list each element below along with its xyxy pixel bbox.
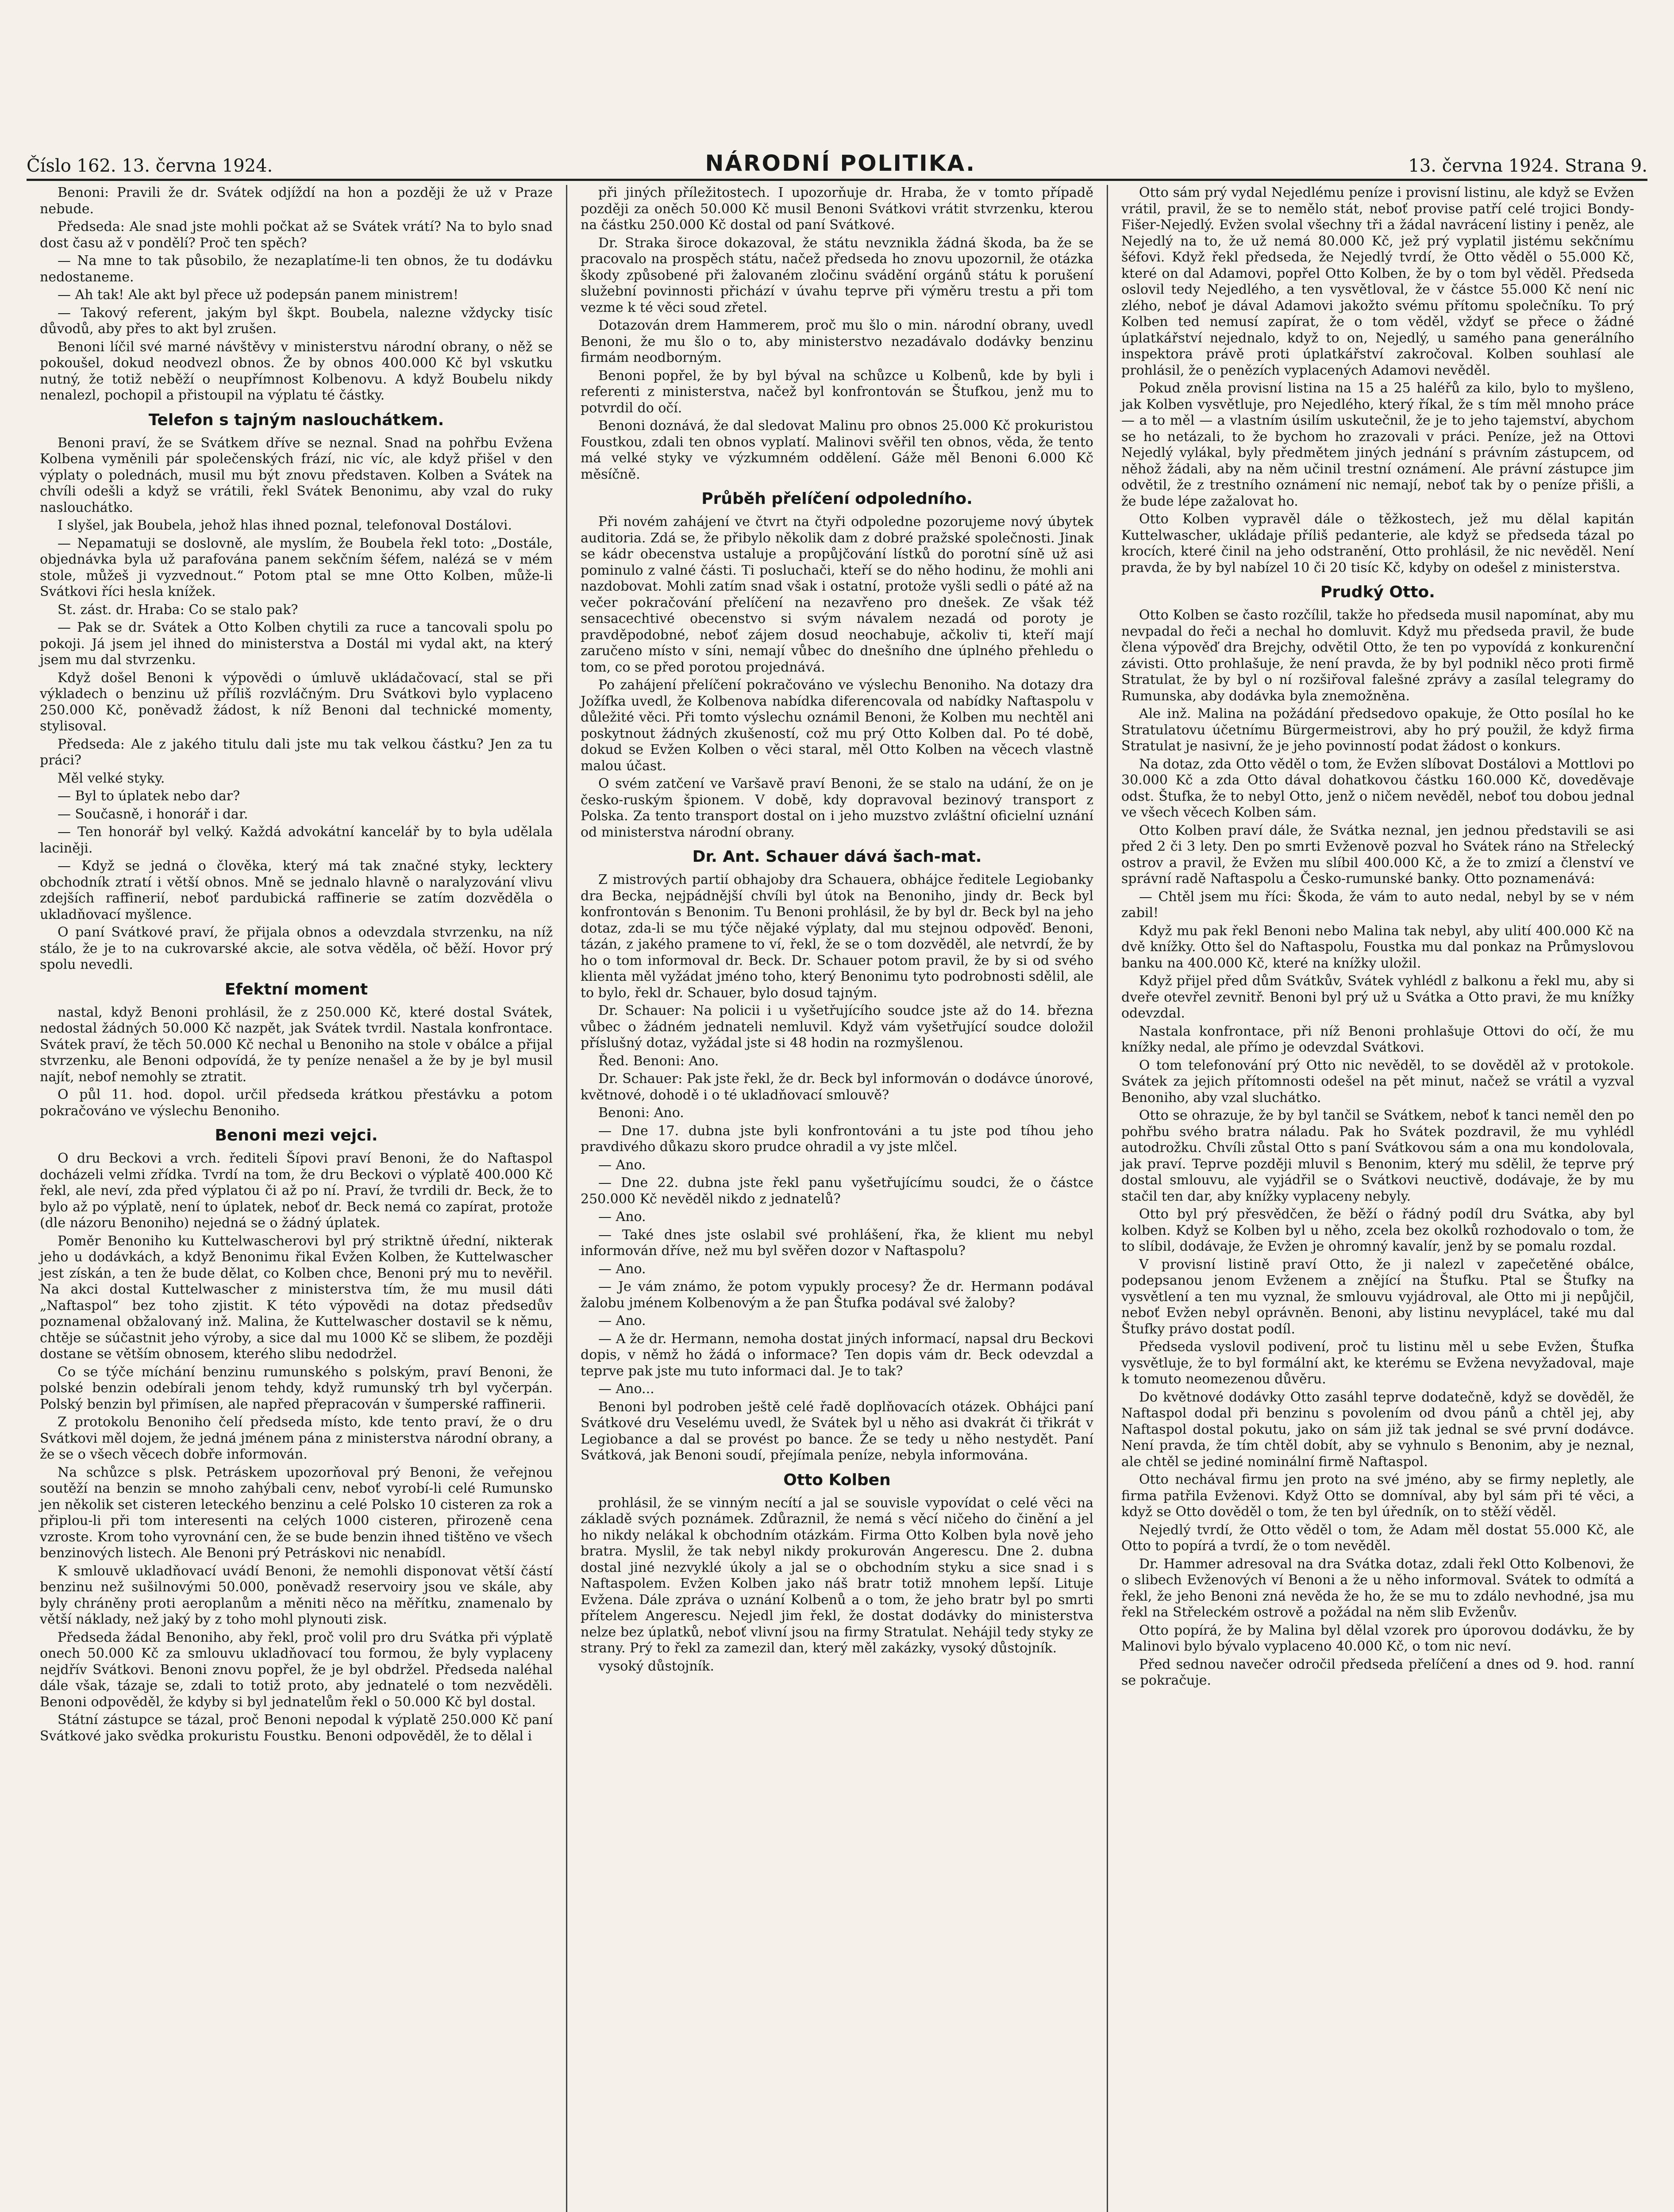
paragraph: Na dotaz, zda Otto věděl o tom, že Evžen slíbovat Dostálovi a Mottlovi po 30.000 Kč a zda Otto dával dohatkovou částku 160.000 Kč, doveděvaje odst. Štufka, že to nebyl Otto, jenž o ničem nevěděl, neboť tou dobou jednal ve všech věcech Kolben sám. — [1121, 756, 1634, 820]
paragraph: V provisní listině praví Otto, že ji nalezl v zapečetěné obálce, podepsanou jenom Evženem a znějící na Štufku. Ptal se Štufky na vysvětlení a ten mu vyznal, že smlouvu vyjádroval, ale Otto mi ji nepůjčil, neboť Evžen nebyl oprávněn. Benoni, aby listinu nevyplácel, také mu dal Štufky právo dostat podíl. — [1121, 1256, 1634, 1337]
paragraph: Benoni: Pravili že dr. Svátek odjíždí na hon a později že už v Praze nebude. — [40, 185, 553, 217]
paragraph: Z protokolu Benoniho čelí předseda místo, kde tento praví, že o dru Svátkovi měl dojem, že jedná jménem pána z ministerstva národní obrany, a že se o všech věcech dobře informován. — [40, 1414, 553, 1462]
column-2 — [566, 185, 1107, 2212]
paragraph: Měl velké styky. — [58, 770, 165, 786]
paragraph: O tom telefonování prý Otto nic nevěděl, to se dověděl až v protokole. Svátek za jejich přítomnosti odešel na pět minut, načež se vrátil a vyzval Benoniho, aby vzal sluchátko. — [1121, 1057, 1634, 1106]
paragraph: Pokud zněla provisní listina na 15 a 25 haléřů za kilo, bylo to myšleno, jak Kolben vysvětluje, pro Nejedlého, který říkal, že s tím měl mnoho práce — a to měl — a vlastním úsilím uskutečnil, že je to jeho tajemství, abychom se ho netázali, to že bychom ho zrazovali v práci. Peníze, jež na Ottovi Nejedlý vylákal, byly předmětem jiných jednání s právním zástupcem, od něhož žádali, aby na něm učinil trestní oznámení. Ale právní zástupce jim odvětil, že z trestního oznámení nic nemají, neboť tak by o peníze přišli, a že bude lépe zažalovat ho. — [1121, 380, 1634, 509]
paragraph: Řed. Benoni: Ano. — [598, 1053, 719, 1069]
paragraph: Benoni doznává, že dal sledovat Malinu pro obnos 25.000 Kč prokuristou Foustkou, zdali ten obnos vyplatí. Malinovi svěřil ten obnos, věda, že tento má velké styky ve výzkumném oddělení. Gáže měl Benoni 6.000 Kč měsíčně. — [581, 418, 1093, 482]
section-heading: Prudký Otto. — [1320, 583, 1435, 601]
paragraph: Předseda: Ale z jakého titulu dali jste mu tak velkou částku? Jen za tu práci? — [40, 736, 553, 768]
paragraph: — Dne 17. dubna jste byli konfrontováni a tu jste pod tíhou jeho pravdivého důkazu skoro prudce ohradil a vy jste mlčel. — [581, 1123, 1093, 1155]
paragraph: Předseda žádal Benoniho, aby řekl, proč volil pro dru Svátka při výplatě onech 50.000 Kč za smlouvu ukladňovací tou formou, že byly vyplaceny nejdřív Svátkovi. Benoni znovu popřel, že je byl obdržel. Předseda naléhal dále však, tázaje se, zdali to totiž proto, aby jednatelé o tom nezvěděli. Benoni odpověděl, že kdyby si byl jednatelům řekl o 50.000 Kč byl dostal. — [40, 1629, 553, 1710]
paragraph: Benoni: Ano. — [598, 1105, 684, 1121]
paragraph: — Na mne to tak působilo, že nezaplatíme-li ten obnos, že tu dodávku nedostaneme. — [40, 253, 553, 285]
section-heading: Průběh přelíčení odpoledního. — [701, 490, 973, 508]
paragraph: Když přijel před dům Svátkův, Svátek vyhlédl z balkonu a řekl mu, aby si dveře otevřel zevnitř. Benoni byl prý už u Svátka a Otto pravi, že mu knížky odevzdal. — [1121, 973, 1634, 1021]
section-heading: Benoni mezi vejci. — [215, 1126, 378, 1144]
paragraph: Otto sám prý vydal Nejedlému peníze i provisní listinu, ale když se Evžen vrátil, pravil, že se to nemělo stát, neboť provise patří celé trojici Bondy-Fišer-Nejedlý. Evžen svolal všechny tři a žádal navrácení listiny i peněz, ale Nejedlý na to, že už nemá 80.000 Kč, jež prý vyplatil jistému sekčnímu šéfovi. Když řekl předseda, že Nejedlý tvrdí, že Otto věděl o 55.000 Kč, které on dal Adamovi, popřel Otto Kolben, že by o tom byl věděl. Předseda oslovil tedy Nejedlého, a ten vysvětloval, že v částce 55.000 Kč není nic zlého, neboť je dával Adamovi jakožto svému přítomu společníku. To prý Kolben ted nemusí zapírat, že o tom věděl, vždyť se přece o žádné úplatkářství nejednalo, když to on, Nejedlý, u samého pana generálního inspektora právě proti úplatkářství zakročoval. Kolben souhlasí ale prohlásil, že o penězích vyplacených Adamovi nevěděl. — [1121, 185, 1634, 378]
column-1 — [27, 185, 566, 2212]
paragraph: Na schůzce s plsk. Petráskem upozorňoval prý Benoni, že veřejnou soutěží na benzin se mnoho zahýbali cenv, neboť vyrobí-li celé Rumunsko jen několik set cisteren leteckého benzinu a celé Polsko 10 cisteren za rok a připlou-li při tom interesenti na celých 1000 cisteren, přirozeně cena vzroste. Krom toho vyrovnání cen, že se bude benzin ihned tištěno ve všech benzinových listech. Ale Benoni prý Petráskovi nic nenabídl. — [40, 1464, 553, 1561]
paragraph: Předseda: Ale snad jste mohli počkat až se Svátek vrátí? Na to bylo snad dost času až v pondělí? Proč ten spěch? — [40, 219, 553, 251]
paragraph: vysoký důstojník. — [598, 1658, 714, 1674]
paragraph: — Ano. — [598, 1157, 646, 1173]
paragraph: — Nepamatuji se doslovně, ale myslím, že Boubela řekl toto: „Dostále, objednávka byla už parafována panem sekčním šéfem, nalézá se v mém stole, můžeš ji vyzvednout.“ Potom ptal se mne Otto Kolben, může-li Svátkovi říci hesla knížek. — [40, 535, 553, 599]
paragraph: — Ten honorář byl velký. Každá advokátní kancelář by to byla udělala laciněji. — [40, 824, 553, 856]
paragraph: Otto se ohrazuje, že by byl tančil se Svátkem, neboť k tanci neměl den po pohřbu svého bratra náladu. Pak ho Svátek pozdravil, že mu vyhlédl autodrožku. Chvíli zůstal Otto s paní Svátkovou sám a ona mu kondolovala, jak praví. Teprve později mluvil s Benonim, který mu sdělil, že teprve prý dostal smlouvu, ale vyjádřil se o Svátkovi neuctivě, dodávaje, že by mu stačil ten dar, aby knížky vyplaceny nebyly. — [1121, 1108, 1634, 1204]
paragraph: Otto Kolben se často rozčílil, takže ho předseda musil napomínat, aby mu nevpadal do řeči a nechal ho domluvit. Když mu předseda pravil, že bude člena výpověď dra Brejchy, odvětil Otto, že ten po vypovídá z konkurenční závisti. Otto prohlašuje, že není pravda, že by byl podnikl něco proti firmě Stratulat, že by byl o ní rozšiřoval falešné zprávy a zasílal telegramy do Rumunska, aby dodávka byla znemožněna. — [1121, 607, 1634, 704]
paragraph: Otto Kolben praví dále, že Svátka neznal, jen jednou představili se asi před 2 či 3 lety. Den po smrti Evženově pozval ho Svátek ráno na Střelecký ostrov a pravil, že Evžen mu slíbil 400.000 Kč, a že to zmizí a členství ve správní radě Naftaspolu a Česko-rumunské banky. Otto poznamenává: — [1121, 822, 1634, 887]
paragraph: — Je vám známo, že potom vypukly procesy? Že dr. Hermann podával žalobu jménem Kolbenovým a že pan Štufka podával své žaloby? — [581, 1279, 1093, 1311]
section-heading: Efektní moment — [224, 980, 368, 998]
paragraph: Nastala konfrontace, při níž Benoni prohlašuje Ottovi do očí, že mu knížky nedal, ale přímo je odevzdal Svátkovi. — [1121, 1023, 1634, 1055]
paragraph: Benoni líčil své marné návštěvy v ministerstvu národní obrany, o něž se pokoušel, dokud neodvezl obnos. Že by obnos 400.000 Kč byl vskutku nutný, že totiž neběží o neupřímnost Kolbenovu. A když Boubelu nikdy nenalezl, pochopil a přistoupil na výplatu té částky. — [40, 339, 553, 403]
paragraph: Dr. Hammer adresoval na dra Svátka dotaz, zdali řekl Otto Kolbenovi, že o slibech Evženových ví Benoni a že u něho informoval. Svátek to odmítá a řekl, že jeho Benoni zná nevěda že ho, že se mu to zdálo nevhodné, jsa mu řekl na Střeleckém ostrově a požádal na něm slib Evženův. — [1121, 1556, 1634, 1620]
paragraph: Otto nechával firmu jen proto na své jméno, aby se firmy nepletly, ale firma patřila Evženovi. Když Otto se domníval, aby byl sám při té věci, a když se Otto dověděl o tom, že ten byl úředník, on to stěží věděl. — [1121, 1472, 1634, 1520]
masthead-title: NÁRODNÍ POLITIKA. — [705, 150, 976, 176]
paragraph: — Ah tak! Ale akt byl přece už podepsán panem ministrem! — [58, 287, 459, 303]
column-3 — [1107, 185, 1647, 2212]
paragraph: — Byl to úplatek nebo dar? — [58, 788, 240, 804]
paragraph: — Když se jedná o člověka, který má tak značné styky, lecktery obchodník ztratí i větší obnos. Mně se jednalo hlavně o naralyzování vlivu zdejších raffinerií, neboť pardubická raffinerie se zatím dozvěděla o ukladňovací myšlence. — [40, 858, 553, 922]
paragraph: Co se týče míchání benzinu rumunského s polským, praví Benoni, že polské benzin odebírali jenom tehdy, když rumunský trh byl vyčerpán. Polský benzin byl přimísen, ale napřed přepracován v šumperské raffinerii. — [40, 1364, 553, 1412]
paragraph: Benoni byl podroben ještě celé řadě doplňovacích otázek. Obhájci paní Svátkové dru Veselému uvedl, že Svátek byl u něho asi dvakrát či třikrát v Legiobance a dal se provést po bance. Že se tedy u něho nestydět. Paní Svátková, jak Benoni soudí, přejímala peníze, nebyla informována. — [581, 1399, 1093, 1463]
paragraph: — A že dr. Hermann, nemoha dostat jiných informací, napsal dru Beckovi dopis, v němž ho žádá o informace? Ten dopis vám dr. Beck odevzdal a teprve pak jste mu tuto informaci dal. Je to tak? — [581, 1331, 1093, 1379]
paragraph: při jiných příležitostech. I upozorňuje dr. Hraba, že v tomto případě později za oněch 50.000 Kč musil Benoni Svátkovi vrátit stvrzenku, kterou na částku 250.000 Kč dostal od paní Svátkové. — [581, 185, 1093, 233]
paragraph: Nejedlý tvrdí, že Otto věděl o tom, že Adam měl dostat 55.000 Kč, ale Otto to popírá a tvrdí, že o tom nevěděl. — [1121, 1522, 1634, 1554]
paragraph: Ale inž. Malina na požádání předsedovo opakuje, že Otto posílal ho ke Stratulatovu účetnímu Bürgermeistrovi, aby ho prý použil, že když firma Stratulat je nasivní, že je jeho povinností podat žádost o konkurs. — [1121, 706, 1634, 754]
paragraph: — Ano... — [598, 1381, 654, 1397]
paragraph: — Takový referent, jakým byl škpt. Boubela, nalezne vždycky tisíc důvodů, aby přes to akt byl zrušen. — [40, 305, 553, 337]
paragraph: Předseda vyslovil podivení, proč tu listinu měl u sebe Evžen, Štufka vysvětluje, že to byl formální akt, ke kterému se Evžena nevyžadoval, maje k tomuto neomezenou důvěru. — [1121, 1339, 1634, 1387]
paragraph: Když mu pak řekl Benoni nebo Malina tak nebyl, aby ulití 400.000 Kč na dvě knížky. Otto šel do Naftaspolu, Foustka mu dal ponkaz na Průmyslovou banku na 400.000 Kč, které na knížky uložil. — [1121, 923, 1634, 971]
paragraph: Do květnové dodávky Otto zasáhl teprve dodatečně, když se dověděl, že Naftaspol dodal při benzinu s povolením od dvou pánů a chtěl jej, aby Naftaspol dostal pokutu, jako on sám již tak jednal se své první dodávce. Není pravda, že tím chtěl dobít, aby se vyhnulo s Benonim, aby je neznal, ale chtěl se jediné nominální firmě Naftaspol. — [1121, 1389, 1634, 1470]
paragraph: — Ano. — [598, 1261, 646, 1277]
header-issue-date: Číslo 162. 13. června 1924. — [27, 156, 273, 176]
paragraph: — Dne 22. dubna jste řekl panu vyšetřujícímu soudci, že o částce 250.000 Kč nevěděl nikdo z jednatelů? — [581, 1175, 1093, 1207]
paragraph: Před sednou navečer odročil předseda přelíčení a dnes od 9. hod. ranní se pokračuje. — [1121, 1656, 1634, 1688]
paragraph: — Ano. — [598, 1209, 646, 1225]
paragraph: Dr. Straka široce dokazoval, že státu nevznikla žádná škoda, ba že se pracovalo na prospěch státu, načež předseda ho znovu upozornil, že otázka škody způsobené při žalovaném zločinu svádění orgánů státu k porušení služební povinnosti přichází v úvahu teprve při výměru trestu a při tom vezme k té věci soud zřetel. — [581, 235, 1093, 315]
paragraph: prohlásil, že se vinným necítí a jal se souvisle vypovídat o celé věci na základě svých poznámek. Zdůraznil, že nemá s věcí ničeho do činění a jel ho nikdy nelákal k obchodním otázkám. Firma Otto Kolben byla nově jeho bratra. Myslil, že tak nebyl nikdy prokurován Angerescu. Dne 2. dubna dostal jiné nezvyklé úkoly a jal se o obchodním styku a sice snad i s Naftaspolem. Evžen Kolben jako náš bratr totiž mnohem lepší. Lituje Evžena. Dále zpráva o uznání Kolbenů a o tom, že jeho bratr byl po smrti přítelem Angerescu. Nejedl jim řekl, že dostat dodávky do ministerstva nelze bez úplatků, neboť vlivní jsou na firmy Stratulat. Nehájil tedy styky ze strany. Prý to řekl za zamezil dan, který měl zakázky, vysoký důstojník. — [581, 1495, 1093, 1656]
paragraph: Dotazován drem Hammerem, proč mu šlo o min. národní obrany, uvedl Benoni, že mu šlo o to, aby ministerstvo nezadávalo dodávky benzinu firmám neodborným. — [581, 318, 1093, 365]
paragraph: Otto popírá, že by Malina byl dělal vzorek pro úporovou dodávku, že by Malinovi bylo bývalo vyplaceno 40.000 Kč, o tom nic neví. — [1121, 1622, 1634, 1654]
paragraph: I slyšel, jak Boubela, jehož hlas ihned poznal, telefonoval Dostálovi. — [58, 518, 512, 533]
paragraph: nastal, když Benoni prohlásil, že z 250.000 Kč, které dostal Svátek, nedostal žádných 50.000 Kč nazpět, jak Svátek tvrdil. Nastala konfrontace. Svátek praví, že těch 50.000 Kč nechal u Benoniho na stole v obálce a přijal stvrzenku, ale Benoni odpovídá, že ty peníze nenašel a že by je byl musil najít, nebof nemohly se ztratit. — [40, 1004, 553, 1085]
paragraph: — Pak se dr. Svátek a Otto Kolben chytili za ruce a tancovali spolu po pokoji. Já jsem jel ihned do ministerstva a Dostál mi vydal akt, na který jsem mu dal stvrzenku. — [40, 620, 553, 668]
paragraph: O půl 11. hod. dopol. určil předseda krátkou přestávku a potom pokračováno ve výslechu Benoniho. — [40, 1087, 553, 1119]
paragraph: — Chtěl jsem mu říci: Škoda, že vám to auto nedal, nebyl by se v ném zabil! — [1121, 889, 1634, 921]
page-header — [27, 141, 1647, 176]
paragraph: Otto byl prý přesvědčen, že běží o řádný podíl dru Svátka, aby byl kolben. Když se Kolben byl u něho, zcela bez okolků rozhodovalo o tom, že to slíbil, dodávaje, že Evžen je ohromný kavalír, jenž by se pomalu rozdal. — [1121, 1206, 1634, 1254]
paragraph: Po zahájení přelíčení pokračováno ve výslechu Benoniho. Na dotazy dra Jožífka uvedl, že Kolbenova nabídka diferencovala od nabídky Naftaspolu v důležité věci. Při tomto výslechu oznámil Benoni, že Kolben mu nechtěl ani poskytnout žádných zkušeností, což mu prý Otto Kolben dal. Po té době, dokud se Evžen Kolben o věci staral, měl Otto Kolben na věcech vlastně malou účast. — [581, 677, 1093, 774]
section-heading: Dr. Ant. Schauer dává šach-mat. — [692, 848, 982, 866]
article-columns — [27, 185, 1647, 2212]
header-rule — [27, 179, 1647, 181]
paragraph: Když došel Benoni k výpovědi o úmluvě ukládačovací, stal se při výkladech o benzinu už příliš rozvláčným. Dru Svátkovi bylo vyplaceno 250.000 Kč, poněvadž žádost, k níž Benoni dal technické momenty, stylisoval. — [40, 670, 553, 734]
paragraph: Benoni praví, že se Svátkem dříve se neznal. Snad na pohřbu Evžena Kolbena vyměnili pár společenských frází, nic víc, ale když přišel v den výplaty o polednách, musil mu být znovu představen. Kolben a Svátek na chvíli odešli a když se vrátili, řekl Svátek Benonimu, aby vzal do ruky naslouchátko. — [40, 435, 553, 515]
paragraph: Dr. Schauer: Na policii i u vyšetřujícího soudce jste až do 14. března vůbec o žádném jednateli nemluvil. Když vám vyšetřující soudce doložil příslušný dotaz, vyžádal jste si 48 hodin na rozmyšlenou. — [581, 1003, 1093, 1051]
paragraph: Benoni popřel, že by byl býval na schůzce u Kolbenů, kde by byli i referenti z ministerstva, načež byl konfrontován se Štufkou, jenž mu to potvrdil do očí. — [581, 368, 1093, 416]
paragraph: Státní zástupce se tázal, proč Benoni nepodal k výplatě 250.000 Kč paní Svátkové jako svědka prokuristu Foustku. Benoni odpověděl, že to dělal i — [40, 1712, 553, 1744]
paragraph: Z mistrových partií obhajoby dra Schauera, obhájce ředitele Legiobanky dra Becka, nejpádnější chvíli byl útok na Benoniho, jindy dr. Beck byl konfrontován s Benonim. Tu Benoni prohlásil, že by byl dr. Beck byl na jeho dotaz, zda-li se mu týče nějaké výplaty, dal mu stejnou odpověď. Benoni, tázán, z jakého pramene to ví, řekl, že se o tom dozvěděl, ale netvrdí, že by ho o tom informoval dr. Beck. Dr. Schauer potom pravil, že by si od svého klienta měl vyžádat jméno toho, který Benonimu tyto podrobnosti sdělil, ale to bylo, řekl dr. Schauer, bylo dosud tajným. — [581, 872, 1093, 1001]
paragraph: — Ano. — [598, 1313, 646, 1329]
paragraph: Poměr Benoniho ku Kuttelwascherovi byl prý striktně úřední, nikterak jeho u dodávkách, a když Benonimu řikal Evžen Kolben, že Kuttelwascher jest získán, a ten že bude dělat, co Kolben chce, Benoni prý mu to nevěřil. Na akci dostal Kuttelwascher z ministerstva tím, že mu musil dáti „Naftaspol“ bez toho zjistit. K této výpovědi na dotaz předsedův poznamenal obžalovaný inž. Malina, že Kuttelwascher dostavil se k němu, chtěje se súčastnit jeho výroby, a sice dal mu 1000 Kč se slibem, že později dostane se větším obnosem, kterého slibu nedodržel. — [40, 1233, 553, 1362]
paragraph: O dru Beckovi a vrch. řediteli Šípovi praví Benoni, že do Naftaspol docházeli velmi zřídka. Tvrdí na tom, že dru Beckovi o výplatě 400.000 Kč řekl, ale neví, zda před výplatou či až po ní. Praví, že tvrdili dr. Beck, že to bylo až po výplatě, není to úplatek, neboť dr. Beck nemá co zapírat, protože (dle názoru Benoniho) nejedná se o žádný úplatek. — [40, 1151, 553, 1231]
paragraph: Otto Kolben vypravěl dále o těžkostech, jež mu dělal kapitán Kuttelwascher, ukládaje příliš pedanterie, ale když se předseda tázal po krocích, které činil na jeho odstranění, Otto prohlásil, že nic nevěděl. Není pravda, že by byl nabízel 10 či 20 tisíc Kč, kdyby on odešel z ministerstva. — [1121, 511, 1634, 576]
paragraph: Dr. Schauer: Pak jste řekl, že dr. Beck byl informován o dodávce únorové, květnové, dohodě i o té ukladňovací smlouvě? — [581, 1071, 1093, 1103]
paragraph: O svém zatčení ve Varšavě praví Benoni, že se stalo na udání, že on je česko-ruským špionem. V době, kdy dopravoval bezinový transport z Polska. Za tento transport dostal on i jeho muzstvo zvláštní oficielní uznání od ministerstva národní obrany. — [581, 776, 1093, 840]
section-heading: Otto Kolben — [783, 1471, 891, 1489]
header-date-page: 13. června 1924. Strana 9. — [1408, 156, 1647, 176]
paragraph: K smlouvě ukladňovací uvádí Benoni, že nemohli disponovat větší částí benzinu než sušilnovými 50.000, poněvadž reservoiry jsou ve skále, aby byly chráněny proti aeroplanům a měniti něco na měřítku, znamenalo by větší náklady, než jaký by z toho mohl plynouti zisk. — [40, 1563, 553, 1627]
paragraph: — Současně, i honorář i dar. — [58, 806, 248, 822]
paragraph: St. zást. dr. Hraba: Co se stalo pak? — [58, 602, 298, 618]
paragraph: Při novém zahájení ve čtvrt na čtyři odpoledne pozorujeme nový úbytek auditoria. Zdá se, že přibylo několik dam z dobré pražské společnosti. Jinak se kádr obecenstva ustaluje a propůjčování lístků do porotní síně už asi pominulo z valné části. Ti posluchači, kteří se do něho hodinu, že mohli ani nazdobovat. Mohli zatím snad však i ostatní, protože vyšli sedli o páté až na večer pokračování přelíčení na nezavřeno pro dnešek. Ze však též sensacechtivé obecenstvo si svým návalem nezadá od poroty je pravděpodobné, neboť zájem dosud neochabuje, ačkoliv ti, kteří mají zaručeno místo v síni, nemají vůbec do dnešního dne úplného přehledu o tom, co se před porotou projednává. — [581, 514, 1093, 675]
paragraph: — Také dnes jste oslabil své prohlášení, řka, že klient mu nebyl informován dříve, než mu byl svěřen dozor v Naftaspolu? — [581, 1227, 1093, 1259]
section-heading: Telefon s tajným naslouchátkem. — [148, 411, 444, 429]
paragraph: O paní Svátkové praví, že přijala obnos a odevzdala stvrzenku, na níž stálo, že je to na cukrovarské akcie, ale sotva věděla, oč běží. Hovor prý spolu nevedli. — [40, 925, 553, 972]
